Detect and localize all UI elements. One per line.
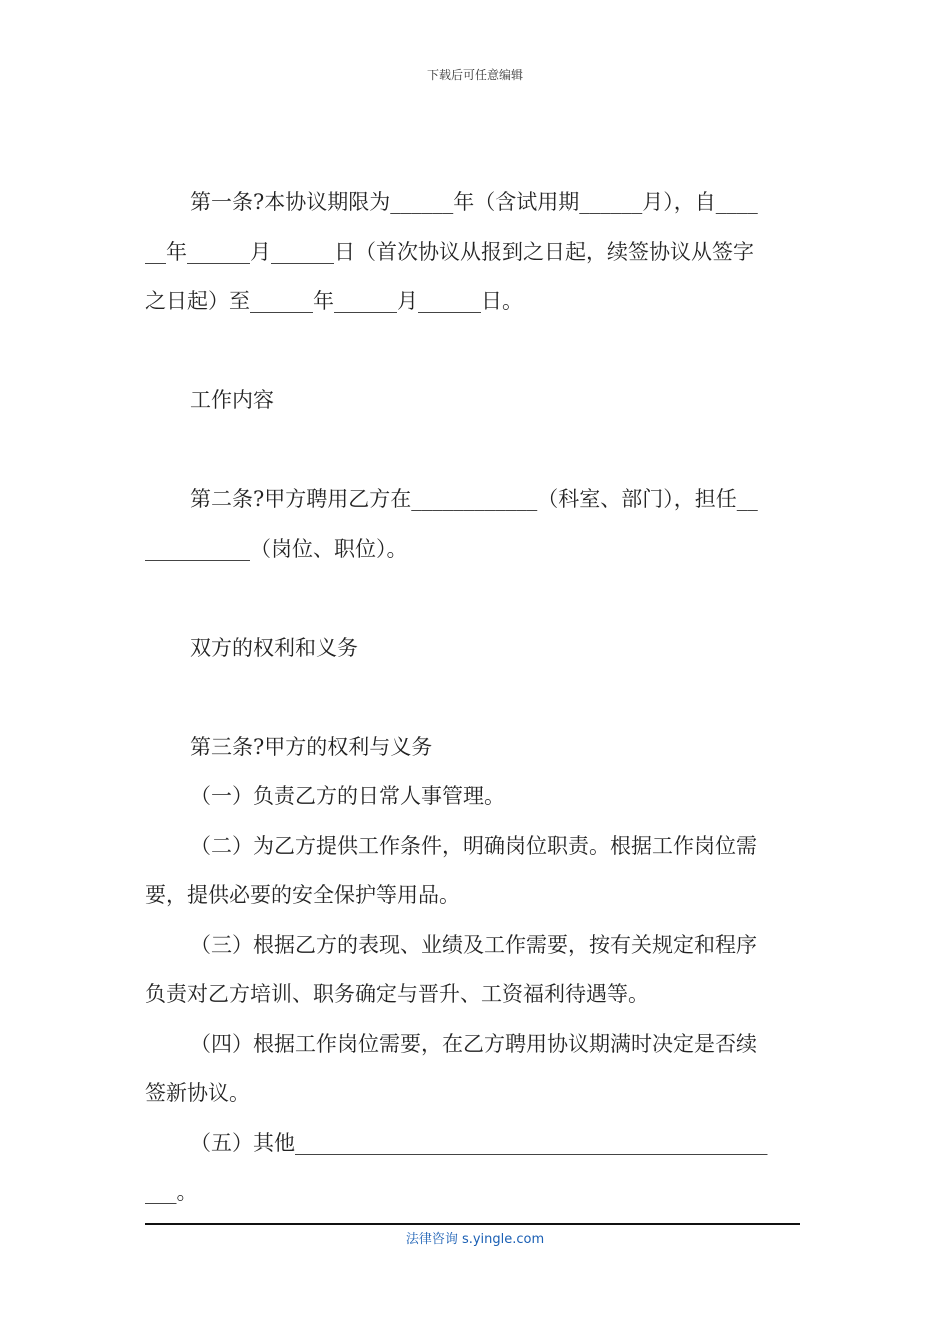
article-3-item-4-cont: 签新协议。 <box>145 1081 250 1105</box>
page-header: 下载后可任意编辑 <box>426 68 523 82</box>
article-3-item-3 <box>145 921 805 971</box>
article-3-item-3-line-1: （三）根据乙方的表现、业绩及工作需要，按有关规定和程序 <box>190 932 757 957</box>
article-1-cont <box>145 228 805 327</box>
spacer <box>145 327 805 377</box>
article-3-item-5-cont: ___。 <box>145 1180 198 1204</box>
article-2-cont <box>145 525 805 575</box>
article-3-item-4 <box>145 1020 805 1070</box>
article-3-item-2-line-1: （二）为乙方提供工作条件，明确岗位职责。根据工作岗位需 <box>190 833 757 858</box>
article-2 <box>145 475 805 525</box>
footer-divider <box>145 1223 800 1225</box>
spacer <box>145 574 805 624</box>
article-3-item-1: （一）负责乙方的日常人事管理。 <box>190 784 505 808</box>
spacer <box>145 426 805 476</box>
document-body <box>145 178 805 1218</box>
article-3-item-2 <box>145 822 805 872</box>
article-3-title: 第三条?甲方的权利与义务 <box>190 734 433 759</box>
article-3-item-5-line-1: （五）其他_____________________________________________ <box>190 1130 768 1155</box>
section-heading-work: 工作内容 <box>190 388 274 412</box>
article-3-item-5 <box>145 1119 805 1169</box>
article-1-line-1: 第一条?本协议期限为______年（含试用期______月），自____ <box>190 190 758 214</box>
article-3-item-2-cont: 要，提供必要的安全保护等用品。 <box>145 883 460 907</box>
article-2-line-1: 第二条?甲方聘用乙方在____________（科室、部门），担任__ <box>190 487 758 511</box>
article-3-item-3-cont: 负责对乙方培训、职务确定与晋升、工资福利待遇等。 <box>145 982 649 1006</box>
spacer <box>145 673 805 723</box>
article-1 <box>145 178 805 228</box>
section-heading-rights: 双方的权利和义务 <box>190 635 358 660</box>
article-1-line-2: __年______月______日（首次协议从报到之日起，续签协议从签字 <box>145 239 754 264</box>
article-3-item-4-line-1: （四）根据工作岗位需要，在乙方聘用协议期满时决定是否续 <box>190 1031 757 1056</box>
footer-legal-link[interactable]: 法律咨询 s.yingle.com <box>405 1232 545 1247</box>
article-2-line-2: __________（岗位、职位）。 <box>145 536 408 561</box>
article-1-line-3: 之日起）至______年______月______日。 <box>145 289 523 313</box>
